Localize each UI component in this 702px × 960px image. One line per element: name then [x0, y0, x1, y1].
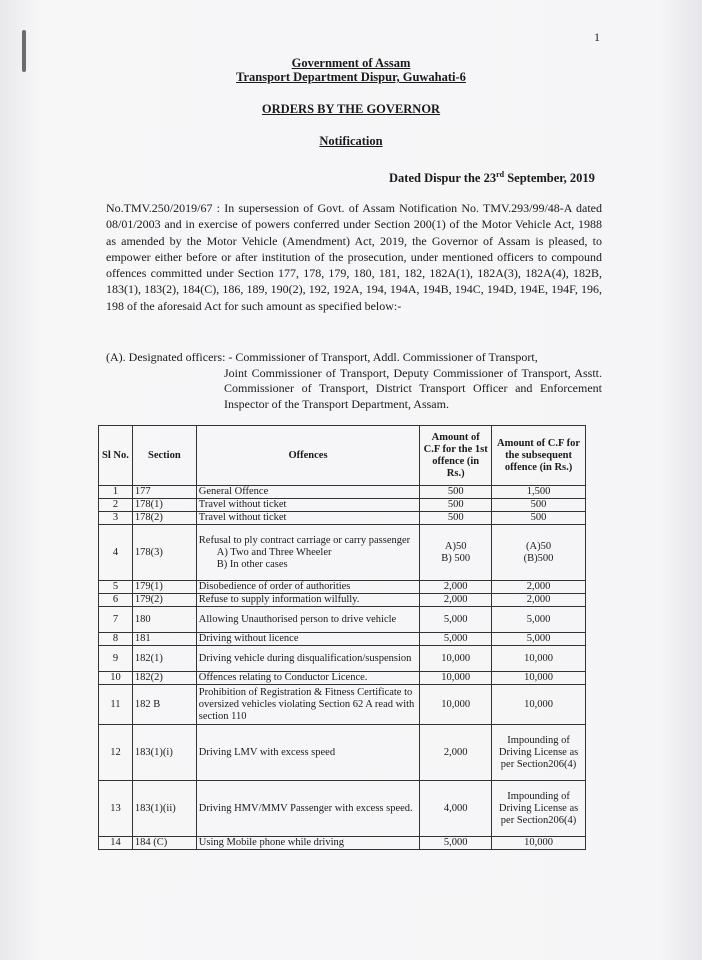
cell-section: 180	[132, 607, 196, 633]
body-paragraph: No.TMV.250/2019/67 : In supersession of Govt. of Assam Notification No. TMV.293/99/48-A dated 08/01/2003 and in exercise of powers conferred under Section 200(1) of the Motor Vehicle Act, 1988 as amended by the Motor Vehicle (Amendment) Act, 2019, the Governor of Assam is pleased, to empower either before or after institution of the prosecution, under mentioned officers to compound offences committed under Section 177, 178, 179, 180, 181, 182, 182A(1), 182A(3), 182A(4), 182B, 183(1), 183(2), 184(C), 186, 189, 190(2), 192, 192A, 194, 194A, 194B, 194C, 194D, 194E, 194F, 196, 198 of the aforesaid Act for such amount as specified below:-	[106, 201, 602, 313]
cell-subsequent: 10,000	[492, 646, 586, 672]
cell-section: 183(1)(i)	[132, 725, 196, 781]
cell-first: 10,000	[420, 672, 492, 685]
cell-sl: 5	[99, 581, 133, 594]
cell-first: 10,000	[420, 646, 492, 672]
cell-first: 4,000	[420, 781, 492, 837]
cell-subsequent: 10,000	[492, 672, 586, 685]
offence-main: Refusal to ply contract carriage or carry passenger	[198, 534, 411, 546]
cell-section: 182 B	[132, 685, 196, 725]
govt-title: Government of Assam	[291, 56, 411, 70]
table-row	[99, 594, 586, 607]
cell-sl: 4	[99, 525, 133, 581]
cell-offence: Travel without ticket	[196, 512, 419, 525]
cell-subsequent: 10,000	[492, 685, 586, 725]
cell-offence: Driving without licence	[196, 633, 419, 646]
offence-sub-a: A) Two and Three Wheeler	[216, 546, 332, 558]
cell-sl: 1	[99, 486, 133, 499]
header-first-offence: Amount of C.F for the 1st offence (in Rs.)	[420, 426, 492, 486]
cell-section: 177	[132, 486, 196, 499]
cell-sl: 8	[99, 633, 133, 646]
cell-first: 2,000	[420, 594, 492, 607]
section-a	[106, 350, 602, 412]
cell-section: 179(1)	[132, 581, 196, 594]
cell-subsequent: 500	[492, 512, 586, 525]
header-subsequent-offence: Amount of C.F for the subsequent offence (in Rs.)	[492, 426, 586, 486]
cell-sl: 6	[99, 594, 133, 607]
orders-heading: ORDERS BY THE GOVERNOR	[261, 102, 441, 116]
fines-table	[98, 425, 586, 850]
cell-offence: Allowing Unauthorised person to drive vehicle	[196, 607, 419, 633]
table-row	[99, 607, 586, 633]
first-b: B) 500	[441, 552, 471, 564]
cell-section: 182(2)	[132, 672, 196, 685]
table-row	[99, 486, 586, 499]
cell-subsequent: 10,000	[492, 837, 586, 850]
cell-subsequent	[492, 525, 586, 581]
cell-first: 500	[420, 486, 492, 499]
cell-offence: Driving LMV with excess speed	[196, 725, 419, 781]
dated-suffix: September, 2019	[504, 171, 595, 186]
cell-first: 10,000	[420, 685, 492, 725]
dated-sup: rd	[496, 170, 505, 179]
department-title: Transport Department Dispur, Guwahati-6	[236, 70, 466, 84]
cell-offence: Using Mobile phone while driving	[196, 837, 419, 850]
cell-section: 181	[132, 633, 196, 646]
cell-offence: Disobedience of order of authorities	[196, 581, 419, 594]
cell-subsequent: Impounding of Driving License as per Section206(4)	[492, 725, 586, 781]
cell-sl: 2	[99, 499, 133, 512]
table-row	[99, 633, 586, 646]
cell-first: 2,000	[420, 581, 492, 594]
cell-offence: Offences relating to Conductor Licence.	[196, 672, 419, 685]
cell-offence: Refuse to supply information wilfully.	[196, 594, 419, 607]
cell-section: 182(1)	[132, 646, 196, 672]
cell-subsequent: 5,000	[492, 633, 586, 646]
cell-section: 184 (C)	[132, 837, 196, 850]
cell-section: 179(2)	[132, 594, 196, 607]
first-a: A)50	[444, 540, 467, 552]
cell-sl: 9	[99, 646, 133, 672]
cell-subsequent: 5,000	[492, 607, 586, 633]
cell-first: 500	[420, 499, 492, 512]
cell-subsequent: 500	[492, 499, 586, 512]
cell-sl: 12	[99, 725, 133, 781]
cell-first: 5,000	[420, 633, 492, 646]
cell-sl: 13	[99, 781, 133, 837]
cell-sl: 3	[99, 512, 133, 525]
cell-offence: General Offence	[196, 486, 419, 499]
section-a-officers: Joint Commissioner of Transport, Deputy Commissioner of Transport, Asstt. Commissioner of Transport, District Transport Officer and Enforcement Inspector of the Transport Department, Assam.	[224, 365, 602, 411]
cell-offence: Driving HMV/MMV Passenger with excess speed.	[196, 781, 419, 837]
cell-sl: 11	[99, 685, 133, 725]
cell-subsequent: 1,500	[492, 486, 586, 499]
cell-subsequent: Impounding of Driving License as per Section206(4)	[492, 781, 586, 837]
subsequent-b: (B)500	[523, 552, 554, 564]
cell-offence	[196, 525, 419, 581]
table-row	[99, 646, 586, 672]
cell-section: 178(2)	[132, 512, 196, 525]
subsequent-a: (A)50	[526, 540, 552, 552]
cell-first: 2,000	[420, 725, 492, 781]
cell-first: 500	[420, 512, 492, 525]
table-row	[99, 525, 586, 581]
cell-first: 5,000	[420, 837, 492, 850]
cell-section: 178(3)	[132, 525, 196, 581]
cell-offence: Travel without ticket	[196, 499, 419, 512]
cell-subsequent: 2,000	[492, 581, 586, 594]
cell-section: 178(1)	[132, 499, 196, 512]
header-offences: Offences	[196, 426, 419, 486]
page-number: 1	[594, 30, 600, 44]
cell-sl: 7	[99, 607, 133, 633]
cell-sl: 10	[99, 672, 133, 685]
notification-heading: Notification	[319, 134, 383, 148]
dated-line	[389, 170, 595, 186]
header-section: Section	[132, 426, 196, 486]
table-row	[99, 837, 586, 850]
section-a-lead: (A). Designated officers: - Commissioner of Transport, Addl. Commissioner of Transport,	[106, 350, 538, 364]
cell-subsequent: 2,000	[492, 594, 586, 607]
cell-sl: 14	[99, 837, 133, 850]
table-row	[99, 781, 586, 837]
cell-offence: Driving vehicle during disqualification/suspension	[196, 646, 419, 672]
cell-offence: Prohibition of Registration & Fitness Certificate to oversized vehicles violating Section 62 A read with section 110	[196, 685, 419, 725]
table-row	[99, 725, 586, 781]
table-row	[99, 685, 586, 725]
cell-first	[420, 525, 492, 581]
dated-prefix: Dated Dispur the 23	[389, 171, 497, 186]
table-row	[99, 581, 586, 594]
table-row	[99, 499, 586, 512]
offence-sub-b: B) In other cases	[216, 558, 288, 570]
table-row	[99, 672, 586, 685]
table-row	[99, 512, 586, 525]
header-sl: Sl No.	[99, 426, 133, 486]
cell-first: 5,000	[420, 607, 492, 633]
cell-section: 183(1)(ii)	[132, 781, 196, 837]
